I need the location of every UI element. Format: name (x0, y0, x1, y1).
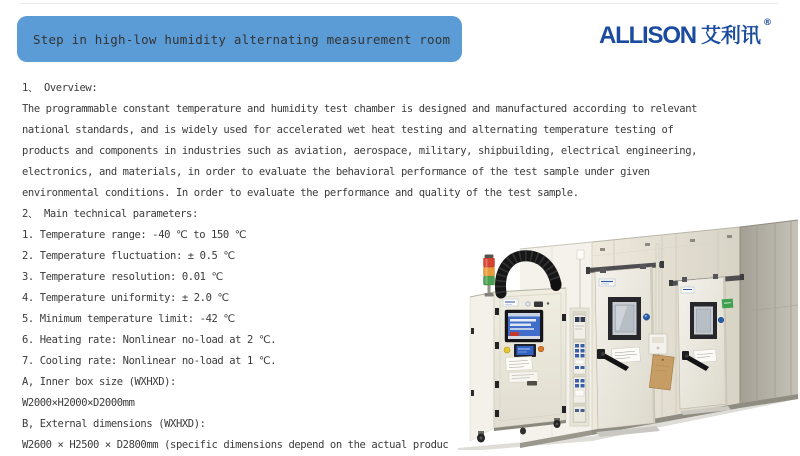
body-line: environmental conditions. In order to evaluate the performance and quality of the test sample. (22, 183, 792, 204)
door-window (690, 302, 717, 339)
cabinet-paper-label (506, 356, 533, 370)
body-line: electronics, and materials, in order to evaluate the behavioral performance of the test sample under given (22, 162, 792, 183)
body-line: The programmable constant temperature and humidity test chamber is designed and manufactured according to relevant (22, 99, 792, 120)
page-top-divider (20, 3, 778, 4)
parameter-item: 4. Temperature uniformity: ± 2.0 ℃ (22, 288, 792, 309)
signal-tower-icon (484, 255, 495, 297)
control-cabinet (470, 288, 566, 443)
control-module-strip (570, 308, 589, 426)
inner-size-value: W2000×H2000×D2000mm (22, 393, 792, 414)
parameter-item: 1. Temperature range: -40 ℃ to 150 ℃ (22, 225, 792, 246)
cabinet-paper-label (509, 371, 538, 382)
door-window (608, 297, 641, 340)
chamber-right-door (678, 274, 727, 409)
brand-logo-text: ALLISON (599, 23, 696, 49)
chamber-left-door (595, 264, 655, 429)
orange-button (538, 346, 544, 352)
hanging-tag (649, 354, 674, 390)
parameter-item: 7. Cooling rate: Nonlinear no-load at 1 ℃. (22, 351, 792, 372)
cabinet-vent (527, 381, 537, 386)
power-switch (534, 302, 543, 308)
door-brand-label (599, 279, 615, 286)
page-title: Step in high-low humidity alternating measurement room (33, 32, 450, 47)
body-line: national standards, and is widely used for accelerated wet heat testing and alternating temperature testing of (22, 120, 792, 141)
yellow-button (504, 347, 510, 353)
title-banner (17, 16, 462, 62)
door-badge (718, 317, 724, 323)
registered-trademark-icon: ® (763, 18, 772, 28)
chamber-side-wall (740, 220, 798, 403)
brand-logo (599, 23, 795, 49)
green-sticker (722, 299, 734, 309)
parameters-heading: 2、 Main technical parameters: (22, 204, 792, 225)
parameter-item: 6. Heating rate: Nonlinear no-load at 2 ℃. (22, 330, 792, 351)
parameter-item: 5. Minimum temperature limit: -42 ℃ (22, 309, 792, 330)
temperature-display (514, 344, 536, 357)
brand-logo-chinese: 艾利讯 (701, 23, 761, 48)
indicator-lamp (526, 302, 530, 306)
product-photo (440, 205, 800, 450)
external-size-value: W2600 × H2500 × D2800mm (specific dimensions depend on the actual produc (22, 435, 792, 456)
external-size-heading: B, External dimensions (WXHXD): (22, 414, 792, 435)
inner-size-heading: A, Inner box size (WXHXD): (22, 372, 792, 393)
cabinet-label (503, 299, 518, 306)
door-brand-label (681, 287, 694, 293)
parameter-item: 3. Temperature resolution: 0.01 ℃ (22, 267, 792, 288)
touchscreen (505, 310, 543, 342)
overview-heading: 1、 Overview: (22, 78, 792, 99)
body-line: products and components in industries such as aviation, aerospace, military, shipbuilding, electrical engineering, (22, 141, 792, 162)
door-badge (643, 314, 649, 320)
parameter-item: 2. Temperature fluctuation: ± 0.5 ℃ (22, 246, 792, 267)
